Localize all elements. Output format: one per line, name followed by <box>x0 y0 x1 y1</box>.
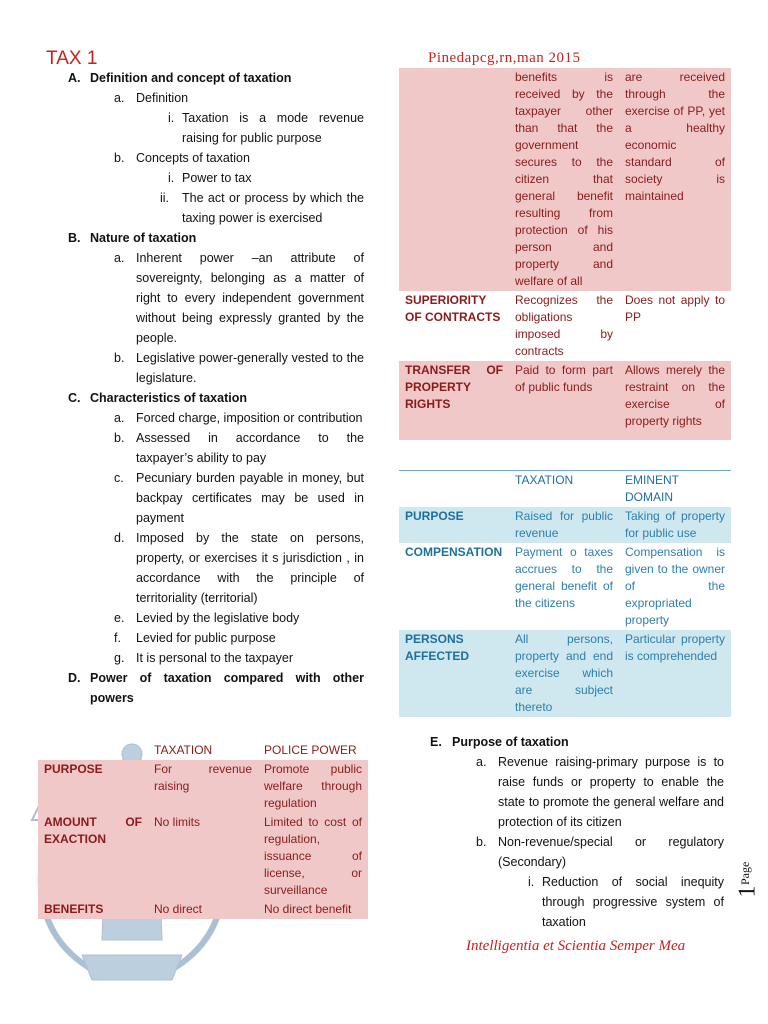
taxation-cell: Recognizes the obligations imposed by contracts <box>515 293 613 358</box>
row-label: PURPOSE <box>38 760 148 813</box>
table-header-cell <box>399 471 509 508</box>
table-row <box>38 813 368 900</box>
row-label: PURPOSE <box>399 507 509 543</box>
item-number: d. <box>114 531 125 545</box>
section-a-heading: Definition and concept of taxation <box>90 71 292 85</box>
section-b-heading: Nature of taxation <box>90 231 197 245</box>
item-number: e. <box>114 611 125 625</box>
section-c-item <box>114 408 364 428</box>
item-number: i. <box>528 875 535 889</box>
taxation-vs-police-power-table <box>38 741 368 919</box>
table-row <box>38 760 368 813</box>
table-row <box>38 900 368 919</box>
police-power-cell: Limited to cost of regulation, issuance of license, or surveillance <box>258 813 368 900</box>
eminent-domain-cell: Taking of property for public use <box>619 507 731 543</box>
row-label: AMOUNT OF EXACTION <box>38 813 148 900</box>
police-power-cell: Allows merely the restraint on the exercise of property rights <box>619 361 731 440</box>
table-header-cell <box>38 741 148 760</box>
section-c-item <box>114 608 364 628</box>
section-e-number: E. <box>430 735 442 749</box>
document-title: TAX 1 <box>46 48 98 69</box>
item-text: Revenue raising-primary purpose is to raise funds or property to enable the state to promote the general welfare and protection of its citizen <box>498 755 724 829</box>
row-label <box>399 68 509 291</box>
item-number: b. <box>114 431 125 445</box>
section-e-heading: Purpose of taxation <box>452 735 569 749</box>
item-text: Imposed by the state on persons, property, or exercises it s jurisdiction , in accordance with the principle of territoriality (territorial) <box>136 531 364 605</box>
item-text: Concepts of taxation <box>136 151 250 165</box>
table-row <box>399 291 731 361</box>
table-header-row <box>399 471 731 508</box>
section-c-item <box>114 528 364 608</box>
item-text: Levied by the legislative body <box>136 611 300 625</box>
item-text: Assessed in accordance to the taxpayer’s ability to pay <box>136 431 364 465</box>
section-b <box>68 228 364 248</box>
taxation-cell: benefits is received by the taxpayer other than that the government secures to the citizen that general benefit resulting from protection of his person and property and welfare of all <box>509 68 619 291</box>
police-power-cell: Does not apply to PP <box>625 293 725 324</box>
item-text: Legislative power-generally vested to the legislature. <box>136 351 364 385</box>
row-label: BENEFITS <box>38 900 148 919</box>
section-b-item-a <box>114 248 364 348</box>
section-b-item-b <box>114 348 364 388</box>
table-header-cell: EMINENT DOMAIN <box>625 473 679 504</box>
item-text: Reduction of social inequity through progressive system of taxation <box>542 875 724 929</box>
section-a <box>68 68 364 88</box>
section-d-number: D. <box>68 671 81 685</box>
section-c-number: C. <box>68 391 81 405</box>
item-text: Pecuniary burden payable in money, but backpay certificates may be used in payment <box>136 471 364 525</box>
taxation-cell: For revenue raising <box>148 760 258 813</box>
item-number: b. <box>114 151 125 165</box>
table-row <box>399 68 731 291</box>
item-number: b. <box>476 835 487 849</box>
section-e <box>430 732 724 752</box>
taxation-cell: No limits <box>148 813 258 900</box>
item-text: Definition <box>136 91 189 105</box>
row-label: COMPENSATION <box>405 545 503 559</box>
item-number: b. <box>114 351 125 365</box>
taxation-cell: Paid to form part of public funds <box>509 361 619 440</box>
eminent-domain-cell: Particular property is comprehended <box>619 630 731 717</box>
taxation-cell: No direct <box>148 900 258 919</box>
taxation-cell: Raised for public revenue <box>509 507 619 543</box>
item-text: Taxation is a mode revenue raising for public purpose <box>182 111 364 145</box>
outline-right-column <box>430 732 724 932</box>
section-e-item-b-i <box>528 872 724 932</box>
section-a-item-a <box>114 88 364 108</box>
section-c-item <box>114 648 364 668</box>
taxation-cell: All persons, property and end exercise which are subject thereto <box>509 630 619 717</box>
table-header-cell: POLICE POWER <box>264 743 357 757</box>
item-text: Inherent power –an attribute of sovereignty, belonging as a matter of right to every independent government without being expressly granted by the people. <box>136 251 364 345</box>
item-number: i. <box>168 111 175 125</box>
table-header-cell: TAXATION <box>154 743 213 757</box>
taxation-cell: Payment o taxes accrues to the general benefit of the citizens <box>515 545 613 610</box>
row-label: TRANSFER OF PROPERTY RIGHTS <box>399 361 509 440</box>
item-number: c. <box>114 471 124 485</box>
item-number: a. <box>476 755 487 769</box>
table-row <box>399 361 731 440</box>
page-number: 1 <box>734 885 761 898</box>
table-header-cell: TAXATION <box>515 473 574 487</box>
police-power-cell: are received through the exercise of PP, yet a healthy economic standard of society is maintained <box>619 68 731 291</box>
section-a-item-b-ii <box>160 188 364 228</box>
item-text: Power to tax <box>182 171 252 185</box>
table-header-row <box>38 741 368 760</box>
section-b-number: B. <box>68 231 81 245</box>
item-number: a. <box>114 251 125 265</box>
section-c-item <box>114 628 364 648</box>
item-text: Non-revenue/special or regulatory (Secondary) <box>498 835 724 869</box>
section-a-item-b-i <box>168 168 364 188</box>
section-a-number: A. <box>68 71 81 85</box>
eminent-domain-cell: Compensation is given to the owner of the expropriated property <box>625 545 725 627</box>
outline-left-column <box>68 68 364 708</box>
section-e-item-a <box>476 752 724 832</box>
page-label: Page <box>738 861 752 885</box>
item-number: a. <box>114 411 125 425</box>
section-c-heading: Characteristics of taxation <box>90 391 247 405</box>
item-text: Levied for public purpose <box>136 631 276 645</box>
item-number: ii. <box>160 191 170 205</box>
section-c <box>68 388 364 408</box>
section-a-item-b <box>114 148 364 168</box>
section-e-item-b <box>476 832 724 872</box>
police-power-cell: Promote public welfare through regulation <box>258 760 368 813</box>
motto-footer: Intelligentia et Scientia Semper Mea <box>466 938 686 954</box>
section-d-heading: Power of taxation compared with other powers <box>90 671 364 705</box>
author-header: Pinedapcg,rn,man 2015 <box>428 50 581 66</box>
police-power-cell: No direct benefit <box>258 900 368 919</box>
item-text: It is personal to the taxpayer <box>136 651 294 665</box>
taxation-vs-eminent-domain-table <box>399 470 731 717</box>
item-number: g. <box>114 651 125 665</box>
item-text: Forced charge, imposition or contribution <box>136 411 363 425</box>
item-number: i. <box>168 171 175 185</box>
table-row <box>399 543 731 630</box>
item-number: a. <box>114 91 125 105</box>
item-text: The act or process by which the taxing power is exercised <box>182 191 364 225</box>
item-number: f. <box>114 631 121 645</box>
table-row <box>399 630 731 717</box>
taxation-vs-police-power-table-continued <box>399 68 731 440</box>
row-label: SUPERIORITY OF CONTRACTS <box>405 293 501 324</box>
section-d <box>68 668 364 708</box>
section-a-item-a-i <box>168 108 364 148</box>
section-c-item <box>114 428 364 468</box>
row-label: PERSONS AFFECTED <box>399 630 509 717</box>
table-row <box>399 507 731 543</box>
section-c-item <box>114 468 364 528</box>
